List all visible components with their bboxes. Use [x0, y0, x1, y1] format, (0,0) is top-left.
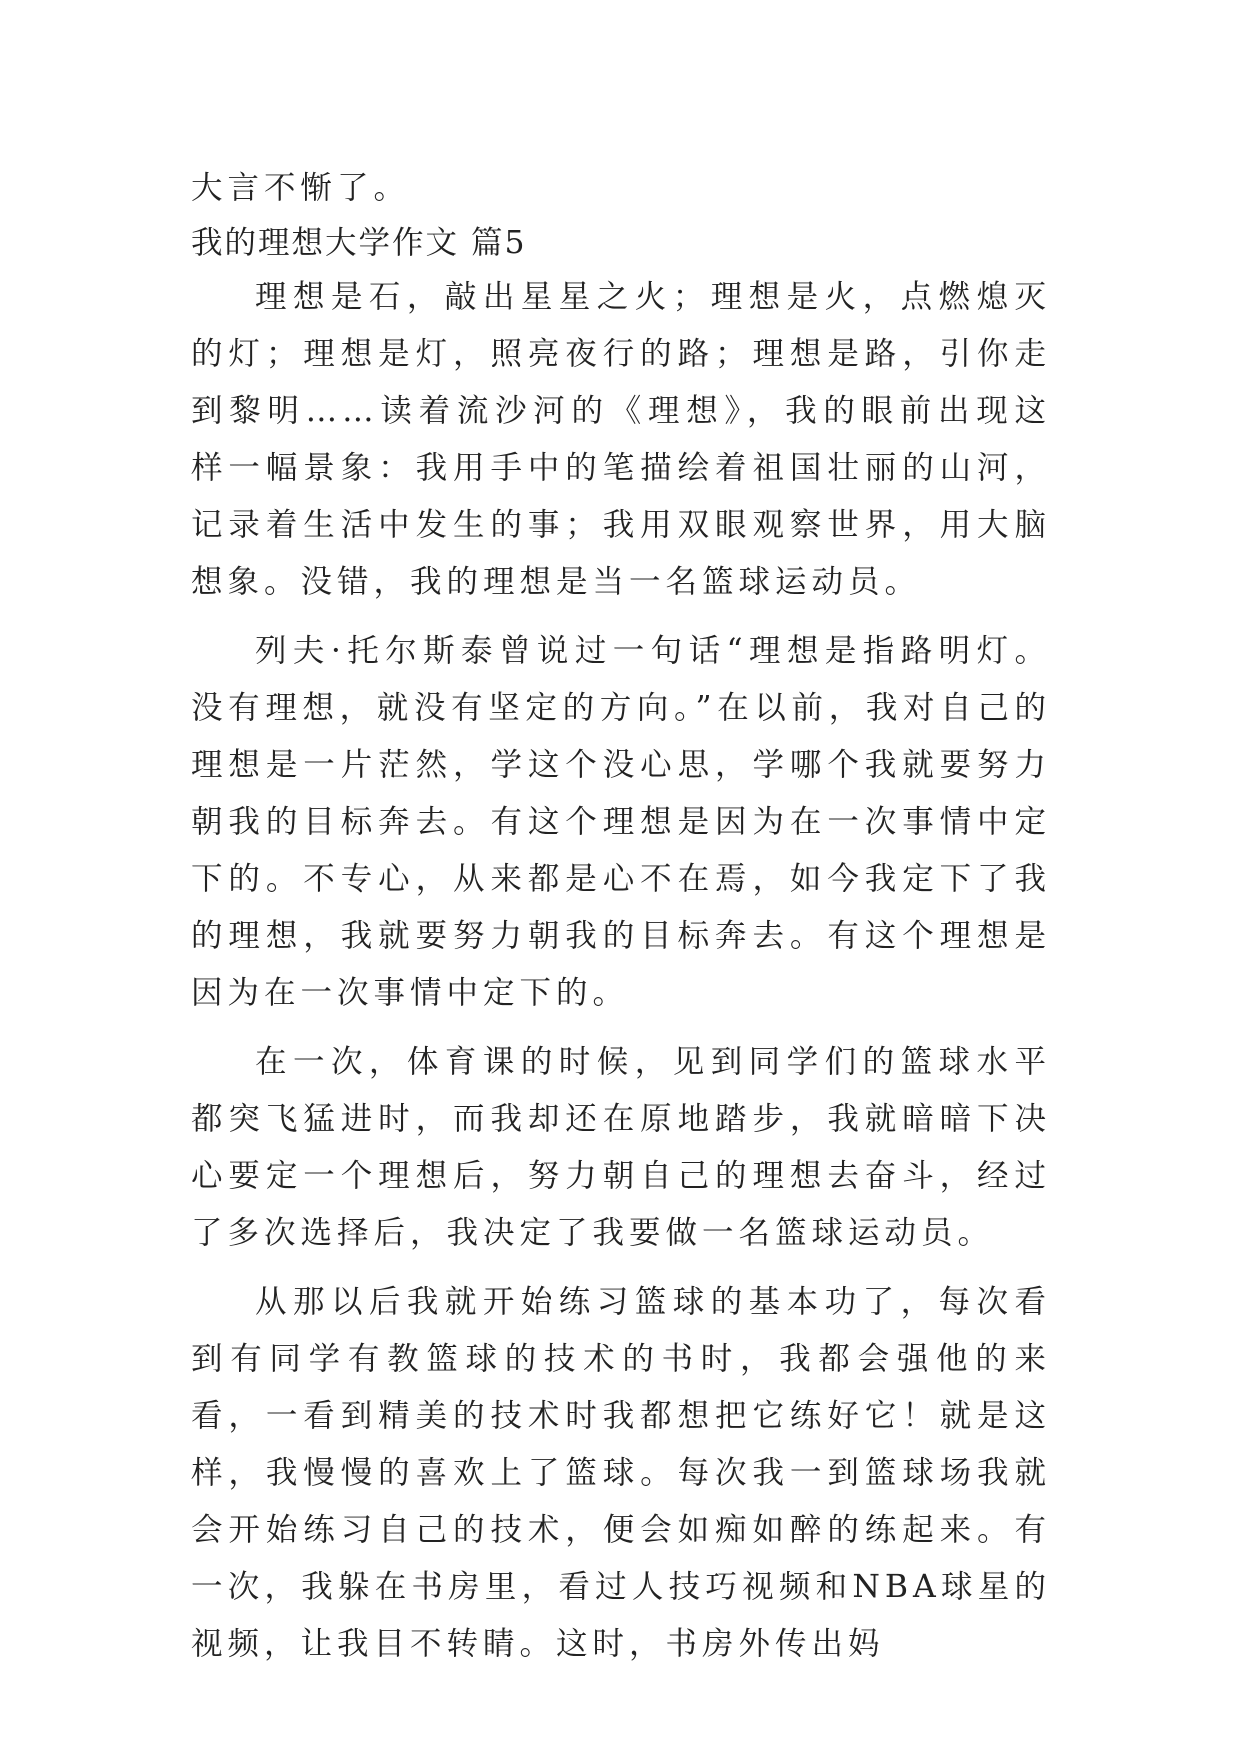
- paragraph-3: 在一次，体育课的时候，见到同学们的篮球水平都突飞猛进时，而我却还在原地踏步，我就暗暗下决心要定一个理想后，努力朝自己的理想去奋斗，经过了多次选择后，我决定了我要做一名篮球运动员。: [191, 1044, 1051, 1251]
- paragraph-2: 列夫·托尔斯泰曾说过一句话“理想是指路明灯。没有理想，就没有坚定的方向。”在以前，我对自己的理想是一片茫然，学这个没心思，学哪个我就要努力朝我的目标奔去。有这个理想是因为在一次事情中定下的。不专心，从来都是心不在焉，如今我定下了我的理想，我就要努力朝我的目标奔去。有这个理想是因为在一次事情中定下的。: [191, 633, 1051, 1011]
- paragraph-4: 从那以后我就开始练习篮球的基本功了，每次看到有同学有教篮球的技术的书时，我都会强他的来看，一看到精美的技术时我都想把它练好它！就是这样，我慢慢的喜欢上了篮球。每次我一到篮球场我就会开始练习自己的技术，便会如痴如醉的练起来。有一次，我躲在书房里，看过人技巧视频和NBA球星的视频，让我目不转睛。这时，书房外传出妈: [191, 1284, 1051, 1662]
- paragraph-1: 理想是石，敲出星星之火；理想是火，点燃熄灭的灯；理想是灯，照亮夜行的路；理想是路，引你走到黎明……读着流沙河的《理想》，我的眼前出现这样一幅景象：我用手中的笔描绘着祖国壮丽的山河，记录着生活中发生的事；我用双眼观察世界，用大脑想象。没错，我的理想是当一名篮球运动员。: [191, 279, 1051, 600]
- essay-heading: 我的理想大学作文 篇5: [191, 225, 527, 261]
- continuation-line: 大言不惭了。: [191, 170, 411, 206]
- document-page: [191, 160, 1051, 1673]
